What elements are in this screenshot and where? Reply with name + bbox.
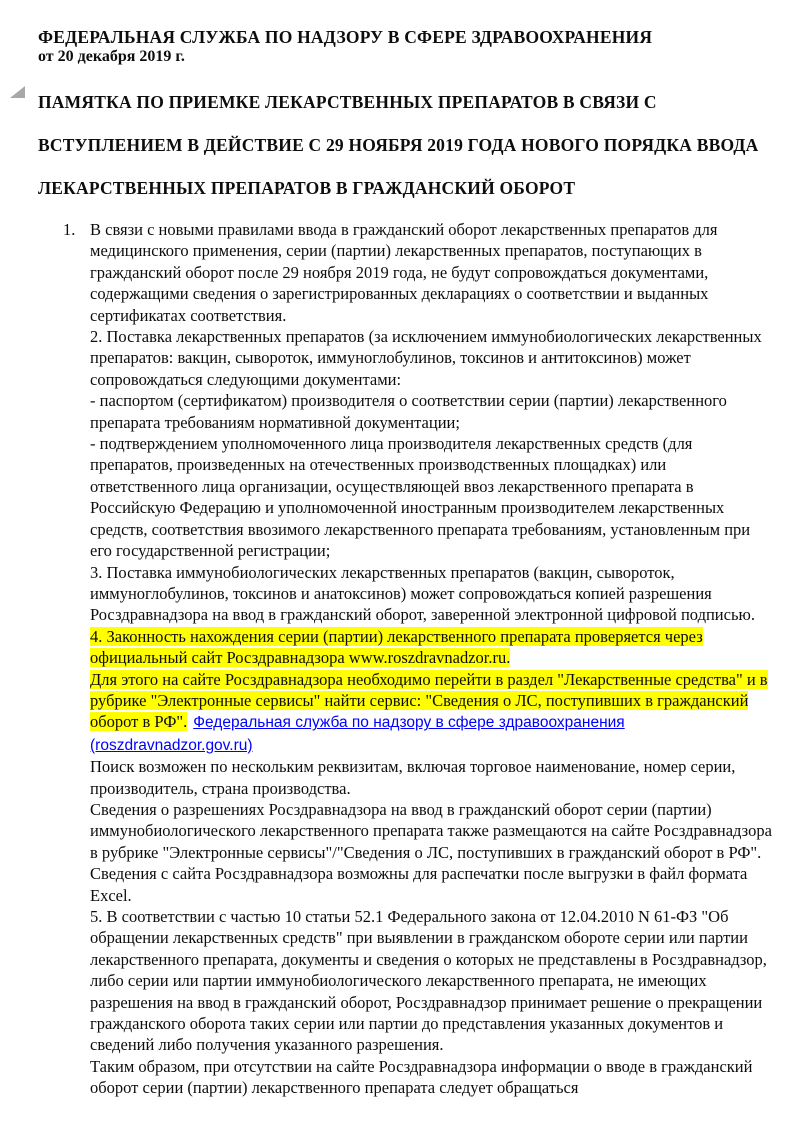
org-name: ФЕДЕРАЛЬНАЯ СЛУЖБА ПО НАДЗОРУ В СФЕРЕ ЗДРАВООХРАНЕНИЯ [38,27,653,47]
doc-paragraph-11: 5. В соответствии с частью 10 статьи 52.1 Федерального закона от 12.04.2010 N 61-ФЗ "Об обращении лекарственных средств" при выявлении в гражданском обороте серии или партии лекарственного препарата, документы и сведения о которых не представлены в Росздравнадзор, либо серии или партии иммунобиологического лекарственного препарата, не имеющих разрешения на ввод в гражданский оборот, Росздравнадзор принимает решение о прекращении гражданского оборота таких серии или партии до представления указанных документов и сведений либо получения указанного разрешения. [90,907,767,1055]
doc-title: ПАМЯТКА ПО ПРИЕМКЕ ЛЕКАРСТВЕННЫХ ПРЕПАРАТОВ В СВЯЗИ С ВСТУПЛЕНИЕМ В ДЕЙСТВИЕ С 29 НОЯБРЯ 2019 ГОДА НОВОГО ПОРЯДКА ВВОДА ЛЕКАРСТВЕННЫХ ПРЕПАРАТОВ В ГРАЖДАНСКИЙ ОБОРОТ [38,92,759,198]
fold-triangle-icon [10,86,25,98]
doc-date: от 20 декабря 2019 г. [38,48,185,65]
doc-paragraph-4: - подтверждением уполномоченного лица производителя лекарственных средств (для препаратов, произведенных на отечественных производственных площадках) или ответственного лица организации, осуществляющей ввоз лекарственного препарата в Российскую Федерацию и уполномоченной иностранным производителем лекарственных средств, соответствия ввозимого лекарственного препарата требованиям, установленным при его государственной регистрации; [90,434,751,561]
doc-paragraph-1: В связи с новыми правилами ввода в гражданский оборот лекарственных препаратов для медицинского применения, серии (партии) лекарственных препаратов, поступающих в гражданский оборот после 29 ноября 2019 года, не будут сопровождаться документами, содержащими сведения о зарегистрированных декларациях о соответствии и выданных сертификатах соответствия. [90,220,718,325]
doc-paragraph-6 [90,626,774,669]
doc-body [63,219,774,1099]
doc-paragraph-7 [90,669,774,757]
roszdravnadzor-link[interactable]: Федеральная служба по надзору в сфере здравоохранения (roszdravnadzor.gov.ru) [90,714,625,754]
list-item-number: 1. [63,220,76,239]
doc-paragraph-3: - паспортом (сертификатом) производителя о соответствии серии (партии) лекарственного препарата требованиям нормативной документации; [90,391,727,432]
highlighted-text-1: 4. Законность нахождения серии (партии) лекарственного препарата проверяется через официальный сайт Росздравнадзора www.roszdravnadzor.ru. [90,626,703,668]
doc-paragraph-12: Таким образом, при отсутствии на сайте Росздравнадзора информации о вводе в гражданский оборот серии (партии) лекарственного препарата следует обращаться [90,1056,753,1098]
doc-paragraph-5: 3. Поставка иммунобиологических лекарственных препаратов (вакцин, сывороток, иммуноглобулинов, токсинов и анатоксинов) может сопровождаться копией разрешения Росздравнадзора на ввод в гражданский оборот, заверенной электронной цифровой подписью. [90,562,755,625]
doc-paragraph-8: Поиск возможен по нескольким реквизитам, включая торговое наименование, номер серии, производитель, страна производства. [90,757,736,798]
doc-paragraph-10: Сведения с сайта Росздравнадзора возможны для распечатки после выгрузки в файл формата Excel. [90,864,748,905]
highlighted-text-2: Для этого на сайте Росздравнадзора необходимо перейти в раздел "Лекарственные средства" и в рубрике "Электронные сервисы" найти сервис: "Сведения о ЛС, поступивших в гражданский оборот в РФ". [90,669,768,732]
doc-paragraph-9: Сведения о разрешениях Росздравнадзора на ввод в гражданский оборот серии (партии) иммунобиологического лекарственного препарата также размещаются на сайте Росздравнадзора в рубрике "Электронные сервисы"/"Сведения о ЛС, поступивших в гражданский оборот в РФ". [90,799,772,862]
doc-paragraph-2: 2. Поставка лекарственных препаратов (за исключением иммунобиологических лекарственных препаратов: вакцин, сывороток, иммуноглобулинов, токсинов и антитоксинов) может сопровождаться следующими документами: [90,327,762,389]
